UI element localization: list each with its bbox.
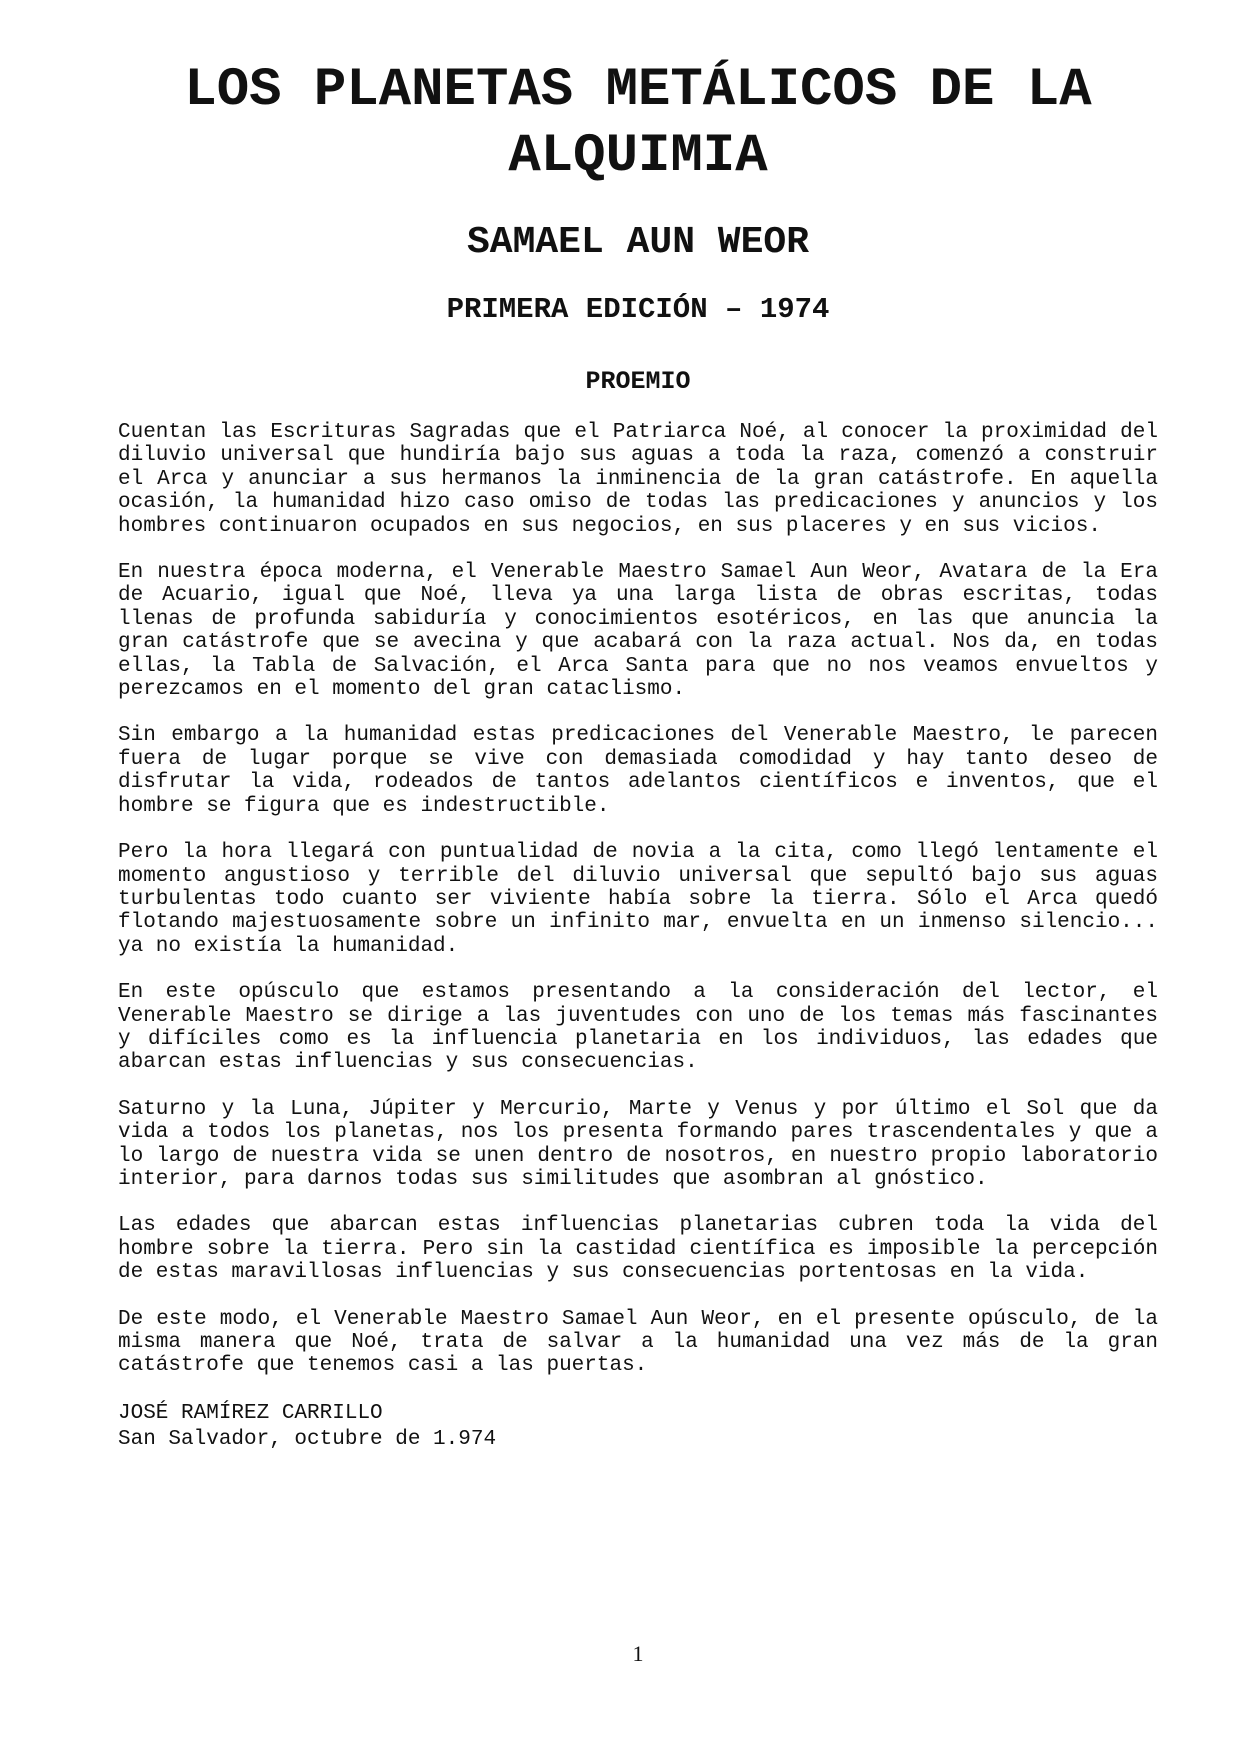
section-heading-proemio: PROEMIO [585, 367, 691, 396]
proemio-paragraph-6: Saturno y la Luna, Júpiter y Mercurio, Marte y Venus y por último el Sol que da vida a todos los planetas, nos los presenta formando pares trascendentales y que a lo largo de nuestra vida se unen dentro de nosotros, en nuestro propio laboratorio interior, para darnos todas sus similitudes que asombran al gnóstico. [118, 1097, 1158, 1191]
proemio-paragraph-4: Pero la hora llegará con puntualidad de novia a la cita, como llegó lentamente el momento angustioso y terrible del diluvio universal que sepultó bajo sus aguas turbulentas todo cuanto ser viviente había sobre la tierra. Sólo el Arca quedó flotando majestuosamente sobre un infinito mar, envuelta en un inmenso silencio... ya no existía la humanidad. [118, 841, 1158, 958]
signature-place-date: San Salvador, octubre de 1.974 [118, 1427, 497, 1451]
proemio-paragraph-8: De este modo, el Venerable Maestro Samael Aun Weor, en el presente opúsculo, de la misma manera que Noé, trata de salvar a la humanidad una vez más de la gran catástrofe que tenemos casi a las puertas. [118, 1307, 1158, 1378]
signature-name: JOSÉ RAMÍREZ CARRILLO [118, 1401, 383, 1425]
signature-block [118, 1401, 1158, 1453]
proemio-body [118, 421, 1158, 1378]
proemio-paragraph-7: Las edades que abarcan estas influencias planetarias cubren toda la vida del hombre sobre la tierra. Pero sin la castidad científica es imposible la percepción de estas maravillosas influencias y sus consecuencias portentosas en la vida. [118, 1214, 1158, 1285]
proemio-paragraph-3: Sin embargo a la humanidad estas predicaciones del Venerable Maestro, le parecen fuera de lugar porque se vive con demasiada comodidad y hay tanto deseo de disfrutar la vida, rodeados de tantos adelantos científicos e inventos, que el hombre se figura que es indestructible. [118, 724, 1158, 818]
document-title: LOS PLANETAS METÁLICOS DE LA ALQUIMIA [184, 60, 1092, 187]
document-page [118, 0, 1158, 1453]
page-number: 1 [632, 1641, 644, 1666]
document-edition: PRIMERA EDICIÓN – 1974 [446, 293, 830, 326]
proemio-paragraph-2: En nuestra época moderna, el Venerable Maestro Samael Aun Weor, Avatara de la Era de Acuario, igual que Noé, lleva ya una larga lista de obras escritas, todas llenas de profunda sabiduría y conocimientos esotéricos, en las que anuncia la gran catástrofe que se avecina y que acabará con la raza actual. Nos da, en todas ellas, la Tabla de Salvación, el Arca Santa para que no nos veamos envueltos y perezcamos en el momento del gran cataclismo. [118, 561, 1158, 702]
document-author: SAMAEL AUN WEOR [466, 221, 810, 264]
proemio-paragraph-5: En este opúsculo que estamos presentando a la consideración del lector, el Venerable Maestro se dirige a las juventudes con uno de los temas más fascinantes y difíciles como es la influencia planetaria en los individuos, las edades que abarcan estas influencias y sus consecuencias. [118, 981, 1158, 1075]
proemio-paragraph-1: Cuentan las Escrituras Sagradas que el Patriarca Noé, al conocer la proximidad del diluvio universal que hundiría bajo sus aguas a toda la raza, comenzó a construir el Arca y anunciar a sus hermanos la inminencia de la gran catástrofe. En aquella ocasión, la humanidad hizo caso omiso de todas las predicaciones y anuncios y los hombres continuaron ocupados en sus negocios, en sus placeres y en sus vicios. [118, 421, 1158, 538]
